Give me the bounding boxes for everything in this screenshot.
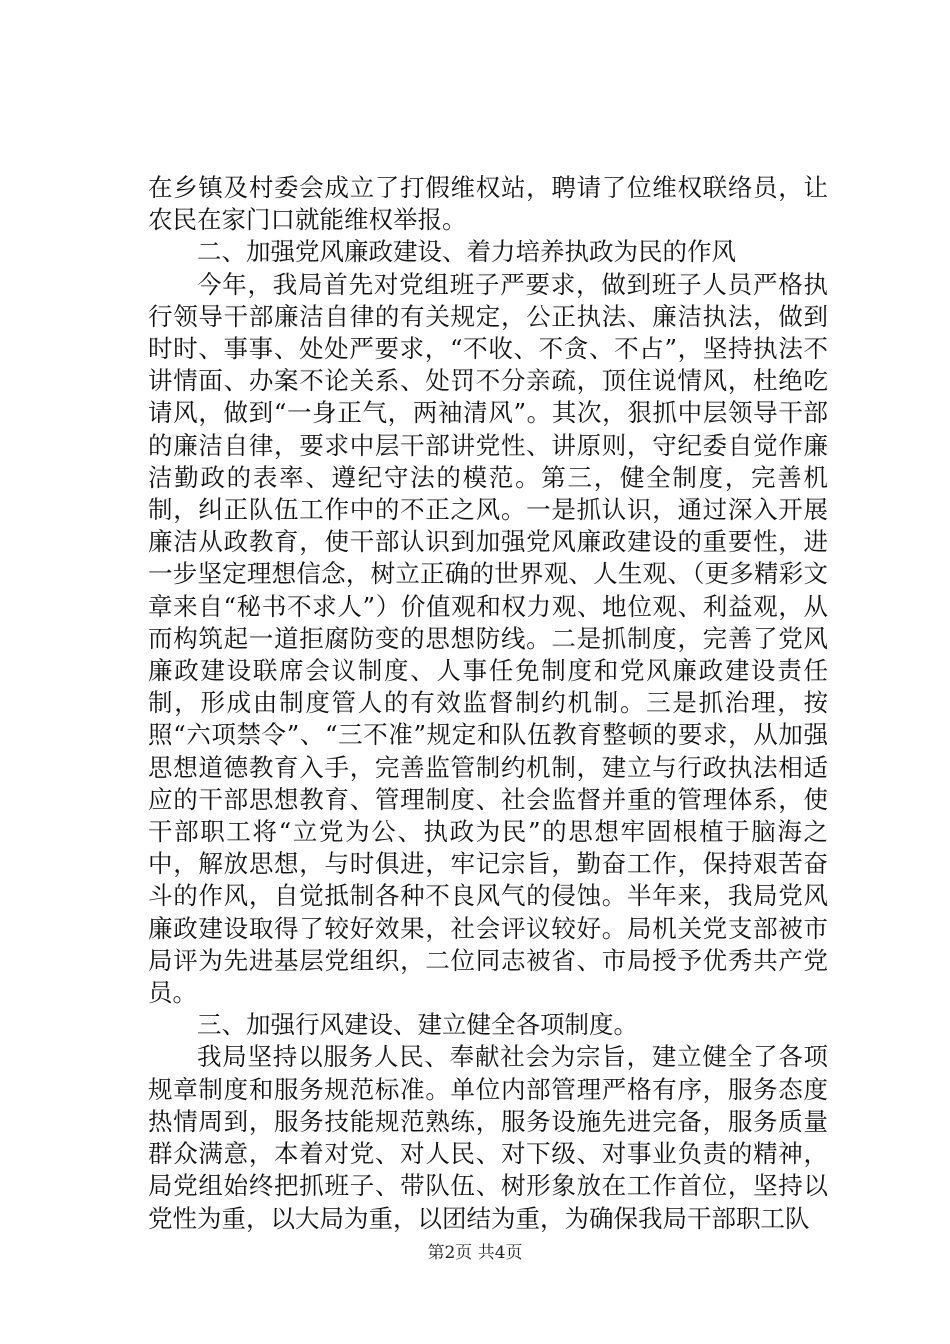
paragraph-party-conduct: 今年，我局首先对党组班子严要求，做到班子人员严格执行领导干部廉洁自律的有关规定，公正执法、廉洁执法，做到时时、事事、处处严要求，“不收、不贪、不占”，坚持执法不讲情面、办案不论关系、处罚不分亲疏，顶住说情风，杜绝吃请风，做到“一身正气，两袖清风”。其次，狠抓中层领导干部的廉洁自律，要求中层干部讲党性、讲原则，守纪委自觉作廉洁勤政的表率、遵纪守法的模范。第三，健全制度，完善机制，纠正队伍工作中的不正之风。一是抓认识，通过深入开展廉洁从政教育，使干部认识到加强党风廉政建设的重要性，进一步坚定理想信念，树立正确的世界观、人生观、（更多精彩文章来自“秘书不求人”）价值观和权力观、地位观、利益观，从而构筑起一道拒腐防变的思想防线。二是抓制度，完善了党风廉政建设联席会议制度、人事任免制度和党风廉政建设责任制，形成由制度管人的有效监督制约机制。三是抓治理，按照“六项禁令”、“三不准”规定和队伍教育整顿的要求，从加强思想道德教育入手，完善监管制约机制，建立与行政执法相适应的干部思想教育、管理制度、社会监督并重的管理体系，使干部职工将“立党为公、执政为民”的思想牢固根植于脑海之中，解放思想，与时俱进，牢记宗旨，勤奋工作，保持艰苦奋斗的作风，自觉抵制各种不良风气的侵蚀。半年来，我局党风廉政建设取得了较好效果，社会评议较好。局机关党支部被市局评为先进基层党组织，二位同志被省、市局授予优秀共产党员。 [148,269,828,1008]
paragraph-service-rules: 我局坚持以服务人民、奉献社会为宗旨，建立健全了各项规章制度和服务规范标准。单位内部管理严格有序，服务态度热情周到，服务技能规范熟练，服务设施先进完备，服务质量群众满意，本着对党、对人民、对下级、对事业负责的精神，局党组始终把抓班子、带队伍、树形象放在工作首位，坚持以党性为重，以大局为重，以团结为重，为确保我局干部职工队 [148,1042,828,1233]
section-heading-2: 二、加强党风廉政建设、着力培养执政为民的作风 [197,237,736,267]
section-heading-3: 三、加强行风建设、建立健全各项制度。 [197,1010,638,1040]
document-body [148,172,828,1235]
paragraph-continuation: 在乡镇及村委会成立了打假维权站，聘请了位维权联络员，让农民在家门口就能维权举报。 [148,173,828,235]
page-number: 第2页 共4页 [427,1243,523,1263]
